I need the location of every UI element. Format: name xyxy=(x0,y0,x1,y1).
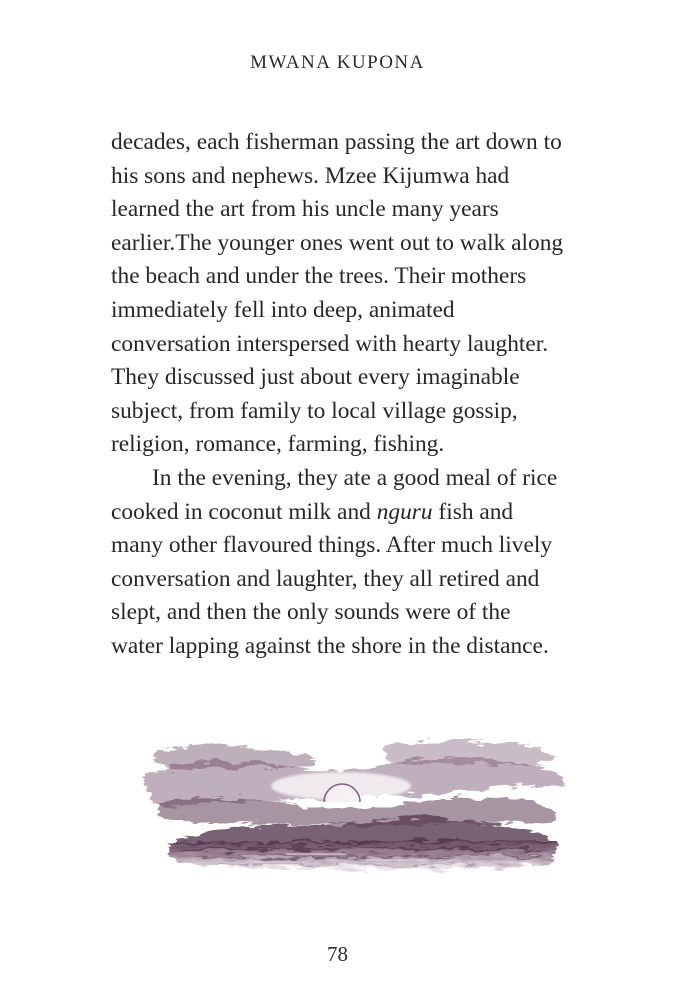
italic-word: nguru xyxy=(376,498,433,525)
text-run: cooked in coconut milk and xyxy=(111,498,377,525)
text-line: decades, each fisherman passing the art down to xyxy=(111,129,562,155)
page-number: 78 xyxy=(327,942,348,966)
text-line xyxy=(111,496,611,530)
running-head: MWANA KUPONA xyxy=(250,52,425,73)
text-run: fish and xyxy=(432,498,514,525)
seascape-illustration xyxy=(136,736,572,896)
text-line: the beach and under the trees. Their mothers xyxy=(111,263,527,290)
text-line: conversation interspersed with hearty laughter. xyxy=(111,330,549,357)
text-line: many other flavoured things. After much lively xyxy=(111,532,553,559)
text-line: In the evening, they ate a good meal of rice xyxy=(152,464,558,491)
water xyxy=(166,840,557,870)
text-line: religion, romance, farming, fishing. xyxy=(111,431,445,458)
body-text xyxy=(111,126,611,664)
text-line: his sons and nephews. Mzee Kijumwa had xyxy=(111,162,510,189)
text-line: They discussed just about every imaginable xyxy=(111,364,520,391)
text-line: immediately fell into deep, animated xyxy=(111,296,455,323)
text-line: earlier.The younger ones went out to walk along xyxy=(111,229,564,256)
text-line: subject, from family to local village gossip, xyxy=(111,397,518,424)
text-line: learned the art from his uncle many years xyxy=(111,196,499,223)
text-line: water lapping against the shore in the distance. xyxy=(111,632,549,659)
text-line: conversation and laughter, they all retired and xyxy=(111,565,540,592)
text-line: slept, and then the only sounds were of the xyxy=(111,599,511,626)
